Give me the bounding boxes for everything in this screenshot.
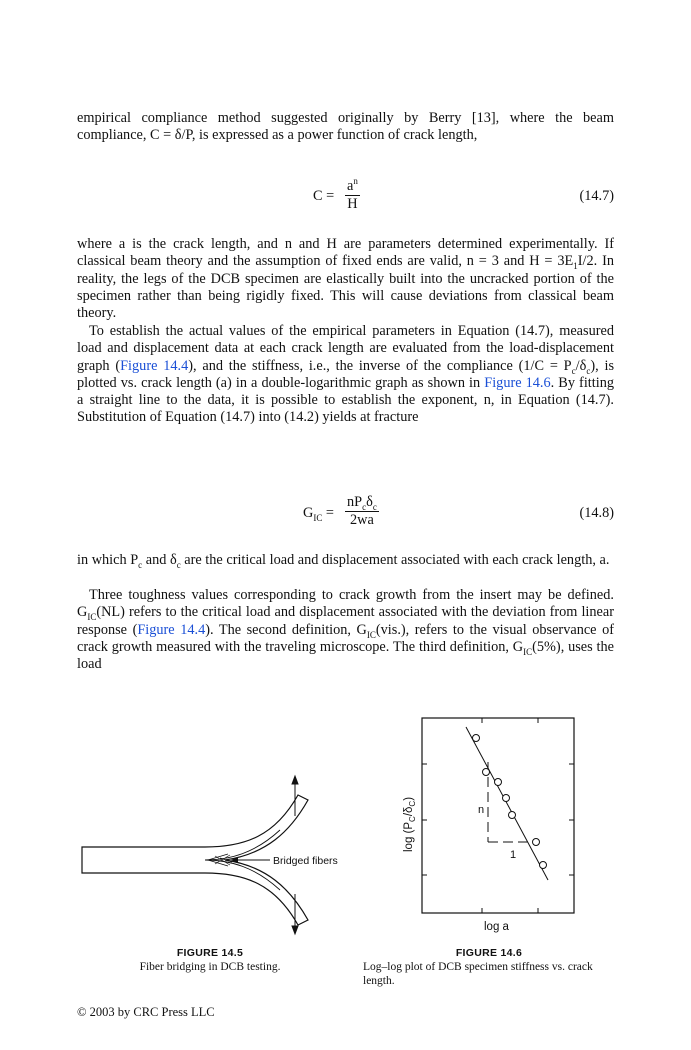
- y-axis-label-base: log (P: [403, 821, 415, 852]
- data-point: [473, 735, 480, 742]
- paragraph-5-part-a: Three toughness values corresponding to crack growth from the insert may be defined. G: [77, 587, 614, 621]
- paragraph-3-part-d: ), is plotted vs. crack length (a) in a double-logarithmic graph as shown in: [77, 357, 615, 391]
- equation-14-8-number: (14.8): [579, 505, 614, 521]
- paragraph-1: [77, 110, 614, 145]
- equation-14-8-numerator: [345, 494, 379, 512]
- paragraph-5-sub-1: IC: [87, 612, 97, 623]
- equation-14-7: [77, 178, 614, 218]
- figure-14-6-caption-text: Log–log plot of DCB specimen stiffness vs. crack length.: [363, 961, 593, 987]
- paragraph-1-text: empirical compliance method suggested originally by Berry [13], where the beam compliance, C = δ/P, is expressed as a power function of crack length,: [77, 110, 614, 144]
- paragraph-5: [77, 587, 614, 673]
- figure-14-6-plot: [386, 712, 582, 937]
- equation-14-8-fraction: [345, 494, 379, 529]
- paragraph-5-sub-3: IC: [523, 646, 533, 657]
- copyright-footer: © 2003 by CRC Press LLC: [77, 1005, 215, 1019]
- x-axis-label: log a: [484, 921, 509, 933]
- data-point: [509, 812, 516, 819]
- paragraph-3-text: [77, 323, 614, 427]
- bridged-fibers-label: Bridged fibers: [273, 855, 338, 867]
- figure-14-6-caption: [363, 946, 615, 988]
- figure-14-5-caption-text: Fiber bridging in DCB testing.: [139, 961, 281, 973]
- equation-14-8-num-sub2: c: [372, 501, 377, 512]
- paragraph-4-part-a: in which P: [77, 552, 139, 568]
- paragraph-3: [77, 323, 614, 427]
- y-axis-label-sub1: C: [408, 816, 417, 822]
- paragraph-3-part-e: . By fitting a straight line to the data, it is possible to establish the exponent, n, in Equation (14.7). Substitution of Equation (14.7) into (14.2) yields at fracture: [77, 374, 615, 426]
- equation-14-8: [77, 494, 614, 534]
- paragraph-5-sub-2: IC: [366, 629, 376, 640]
- figure-14-6-link[interactable]: Figure 14.6: [484, 374, 551, 391]
- paragraph-2-text: [77, 236, 614, 322]
- paragraph-2-part-a: where a is the crack length, and n and H are parameters determined experimentally. If classical beam theory and the assumption of fixed ends are valid, n = 3 and H = 3E: [77, 236, 614, 270]
- paragraph-3-part-a: To establish the actual values of the empirical parameters in Equation (14.7), measured load and displacement data at each crack length are evaluated from the load-displacement graph (: [77, 323, 614, 374]
- paragraph-4-sub-2: c: [176, 559, 181, 570]
- equation-14-7-num-base: a: [347, 178, 354, 194]
- y-axis-label-end: ): [403, 796, 415, 801]
- paragraph-2: [77, 236, 614, 322]
- paragraph-3-part-c: /δ: [575, 357, 587, 374]
- equation-14-8-num-sub1: c: [362, 501, 367, 512]
- data-point: [503, 795, 510, 802]
- equation-14-7-numerator: [345, 178, 360, 196]
- slope-label-n: n: [478, 804, 485, 816]
- equation-14-8-lhs: [303, 505, 334, 522]
- y-axis-label: [403, 797, 417, 852]
- paragraph-3-part-b: ), and the stiffness, i.e., the inverse of the compliance (1/C = P: [188, 357, 572, 374]
- y-axis-label-sub2: C: [408, 800, 417, 807]
- equation-14-8-lhs-base: G: [303, 505, 314, 521]
- crack-face-upper: [205, 830, 280, 860]
- data-point: [483, 769, 490, 776]
- paragraph-4: [77, 552, 614, 569]
- paragraph-2-sub: 1: [573, 261, 578, 272]
- data-point: [533, 839, 540, 846]
- figure-14-5-drawing: [70, 770, 340, 940]
- paragraph-4-sub-1: c: [138, 559, 143, 570]
- data-point: [495, 779, 502, 786]
- y-axis-label-mid: /δ: [403, 806, 415, 817]
- equation-14-8-denominator: 2wa: [350, 512, 374, 528]
- paragraph-4-part-c: are the critical load and displacement associated with each crack length, a.: [180, 552, 610, 568]
- slope-label-1: 1: [510, 849, 517, 861]
- paragraph-5-part-c: ). The second definition, G: [205, 621, 367, 638]
- equation-14-8-num-delta: δ: [366, 494, 373, 510]
- equation-14-7-fraction: [345, 178, 360, 213]
- paragraph-3-sub-2: c: [586, 365, 591, 376]
- equation-14-8-num-np: nP: [347, 494, 363, 510]
- equation-14-7-number: (14.7): [579, 188, 614, 204]
- paragraph-5-part-d: (vis.), refers to the visual observance of crack growth measured with the traveling microscope. The third definition, G: [77, 621, 614, 655]
- paragraph-5-part-b: (NL) refers to the critical load and displacement associated with the deviation from linear response (: [77, 604, 614, 638]
- data-point: [540, 862, 547, 869]
- paragraph-4-text: [77, 552, 614, 569]
- figure-14-5-caption: [105, 946, 315, 974]
- figure-14-4-link[interactable]: Figure 14.4: [120, 357, 189, 374]
- figure-14-4-link-2[interactable]: Figure 14.4: [137, 621, 206, 638]
- plot-frame: [422, 718, 574, 913]
- axis-ticks: [422, 718, 574, 913]
- figure-14-6-caption-title: FIGURE 14.6: [455, 947, 523, 959]
- paragraph-5-part-e: (5%), uses the load: [77, 638, 614, 673]
- equation-14-7-lhs: C =: [313, 188, 335, 204]
- figure-14-5-caption-title: FIGURE 14.5: [176, 947, 244, 959]
- paragraph-2-part-b: I/2. In reality, the legs of the DCB specimen are elastically built into the uncracked portion of the specimen rather than being rigidly fixed. This will cause deviations from classical beam theory.: [77, 253, 614, 322]
- equation-14-7-denominator: H: [347, 196, 358, 212]
- equation-14-8-equals: =: [322, 505, 334, 521]
- paragraph-5-text: [77, 587, 614, 673]
- crack-face-lower: [205, 860, 280, 890]
- paragraph-3-sub-1: c: [571, 365, 576, 376]
- paragraph-4-part-b: and δ: [142, 552, 177, 568]
- equation-14-7-num-exponent: n: [353, 176, 358, 187]
- equation-14-8-lhs-sub: IC: [313, 512, 323, 523]
